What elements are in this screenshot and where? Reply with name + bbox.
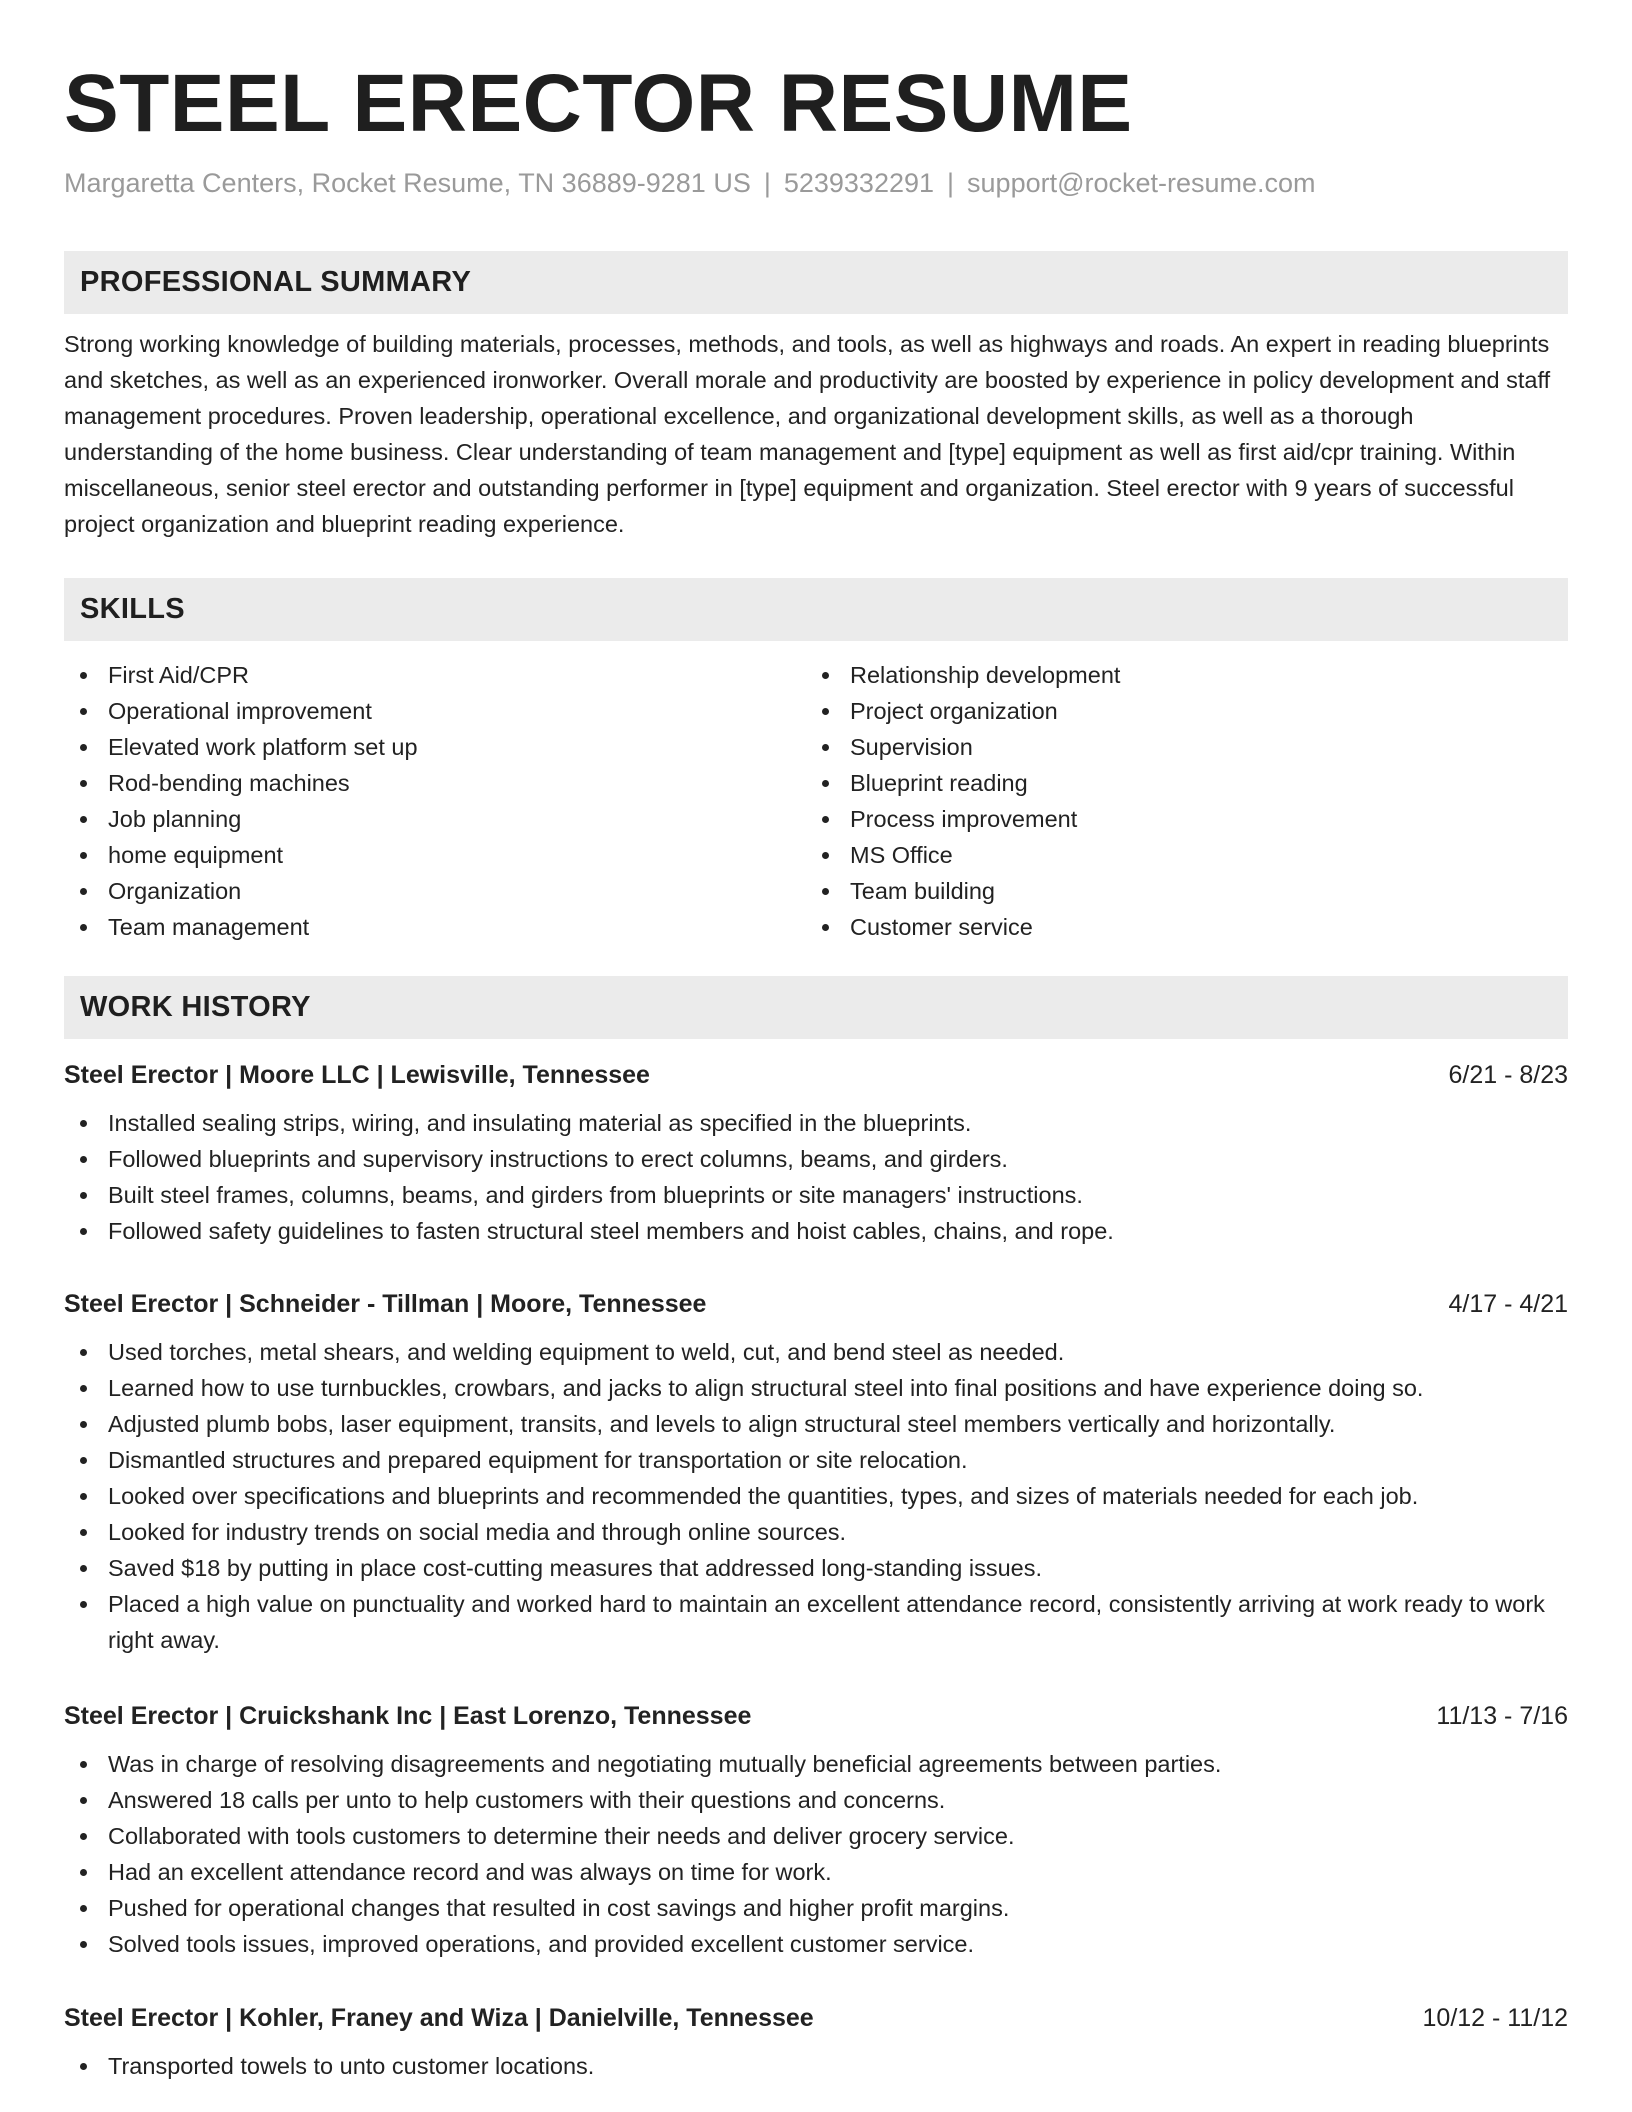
job-title: Steel Erector | Cruickshank Inc | East Lorenzo, Tennessee xyxy=(64,1702,752,1730)
summary-text: Strong working knowledge of building materials, processes, methods, and tools, as well as highways and roads. An expert in reading blueprints and sketches, as well as an experienced ironworker. Overall morale and productivity are boosted by experience in policy development and staff management procedures. Proven leadership, operational excellence, and organizational development skills, as well as a thorough understanding of the home business. Clear understanding of team management and [type] equipment as well as first aid/cpr training. Within miscellaneous, senior steel erector and outstanding performer in [type] equipment and organization. Steel erector with 9 years of successful project organization and blueprint reading experience. xyxy=(64,331,1551,537)
work-history-section xyxy=(64,976,1568,1039)
contact-address: Margaretta Centers, Rocket Resume, TN 36889-9281 US xyxy=(64,168,751,198)
skill-item: Process improvement xyxy=(806,801,1548,837)
skills-columns xyxy=(64,641,1568,945)
skill-item: Team management xyxy=(64,909,806,945)
skill-item: MS Office xyxy=(806,837,1548,873)
skill-item: First Aid/CPR xyxy=(64,657,806,693)
skill-item: Operational improvement xyxy=(64,693,806,729)
job-entry xyxy=(64,1286,1568,1658)
contact-separator: | xyxy=(947,168,955,198)
job-entry xyxy=(64,1057,1568,1249)
job-dates: 10/12 - 11/12 xyxy=(1422,2004,1568,2032)
job-bullet: Adjusted plumb bobs, laser equipment, transits, and levels to align structural steel members vertically and horizontally. xyxy=(64,1406,1568,1442)
job-bullet: Placed a high value on punctuality and worked hard to maintain an excellent attendance record, consistently arriving at work ready to work right away. xyxy=(64,1586,1568,1658)
summary-header xyxy=(64,251,1568,314)
job-bullet: Followed blueprints and supervisory instructions to erect columns, beams, and girders. xyxy=(64,1141,1568,1177)
contact-separator: | xyxy=(763,168,771,198)
job-header xyxy=(64,1286,1568,1322)
skill-item: Elevated work platform set up xyxy=(64,729,806,765)
contact-email: support@rocket-resume.com xyxy=(967,168,1316,198)
job-bullet: Saved $18 by putting in place cost-cutting measures that addressed long-standing issues. xyxy=(64,1550,1568,1586)
skill-item: Rod-bending machines xyxy=(64,765,806,801)
skill-item: Supervision xyxy=(806,729,1548,765)
skill-item: Project organization xyxy=(806,693,1548,729)
job-header xyxy=(64,2000,1568,2036)
work-history-heading: WORK HISTORY xyxy=(80,991,311,1023)
job-bullet: Looked over specifications and blueprints and recommended the quantities, types, and sizes of materials needed for each job. xyxy=(64,1478,1568,1514)
job-dates: 11/13 - 7/16 xyxy=(1436,1702,1568,1730)
job-title: Steel Erector | Kohler, Franey and Wiza | Danielville, Tennessee xyxy=(64,2004,814,2032)
skill-item: Job planning xyxy=(64,801,806,837)
job-bullets xyxy=(64,1093,1568,1249)
job-bullet: Answered 18 calls per unto to help customers with their questions and concerns. xyxy=(64,1782,1568,1818)
job-bullets xyxy=(64,1322,1568,1658)
summary-section xyxy=(64,251,1568,542)
job-bullet: Built steel frames, columns, beams, and girders from blueprints or site managers' instructions. xyxy=(64,1177,1568,1213)
work-history-header xyxy=(64,976,1568,1039)
job-dates: 6/21 - 8/23 xyxy=(1448,1061,1568,1089)
skill-item: Blueprint reading xyxy=(806,765,1548,801)
skills-header xyxy=(64,578,1568,641)
job-bullet: Dismantled structures and prepared equipment for transportation or site relocation. xyxy=(64,1442,1568,1478)
job-bullet: Solved tools issues, improved operations, and provided excellent customer service. xyxy=(64,1926,1568,1962)
job-dates: 4/17 - 4/21 xyxy=(1448,1290,1568,1318)
skill-item: Organization xyxy=(64,873,806,909)
job-bullets xyxy=(64,2036,1568,2084)
job-bullet: Was in charge of resolving disagreements and negotiating mutually beneficial agreements between parties. xyxy=(64,1746,1568,1782)
skills-right-column xyxy=(806,657,1548,945)
contact-line xyxy=(64,166,1568,200)
job-bullet: Followed safety guidelines to fasten structural steel members and hoist cables, chains, and rope. xyxy=(64,1213,1568,1249)
job-entry xyxy=(64,2000,1568,2084)
skills-section xyxy=(64,578,1568,945)
job-bullets xyxy=(64,1734,1568,1962)
job-entry xyxy=(64,1698,1568,1962)
resume-title: STEEL ERECTOR RESUME xyxy=(64,58,1133,149)
job-header xyxy=(64,1057,1568,1093)
job-title: Steel Erector | Schneider - Tillman | Moore, Tennessee xyxy=(64,1290,707,1318)
job-bullet: Learned how to use turnbuckles, crowbars, and jacks to align structural steel into final positions and have experience doing so. xyxy=(64,1370,1568,1406)
skill-item: Customer service xyxy=(806,909,1548,945)
job-bullet: Pushed for operational changes that resulted in cost savings and higher profit margins. xyxy=(64,1890,1568,1926)
job-bullet: Had an excellent attendance record and was always on time for work. xyxy=(64,1854,1568,1890)
skill-item: home equipment xyxy=(64,837,806,873)
job-bullet: Collaborated with tools customers to determine their needs and deliver grocery service. xyxy=(64,1818,1568,1854)
job-header xyxy=(64,1698,1568,1734)
job-bullet: Used torches, metal shears, and welding equipment to weld, cut, and bend steel as needed. xyxy=(64,1334,1568,1370)
skills-heading: SKILLS xyxy=(80,593,185,625)
job-bullet: Transported towels to unto customer locations. xyxy=(64,2048,1568,2084)
summary-heading: PROFESSIONAL SUMMARY xyxy=(80,266,472,298)
job-title: Steel Erector | Moore LLC | Lewisville, Tennessee xyxy=(64,1061,650,1089)
job-bullet: Looked for industry trends on social media and through online sources. xyxy=(64,1514,1568,1550)
contact-phone: 5239332291 xyxy=(783,168,935,198)
skills-left-column xyxy=(64,657,806,945)
job-bullet: Installed sealing strips, wiring, and insulating material as specified in the blueprints. xyxy=(64,1105,1568,1141)
skill-item: Relationship development xyxy=(806,657,1548,693)
skill-item: Team building xyxy=(806,873,1548,909)
